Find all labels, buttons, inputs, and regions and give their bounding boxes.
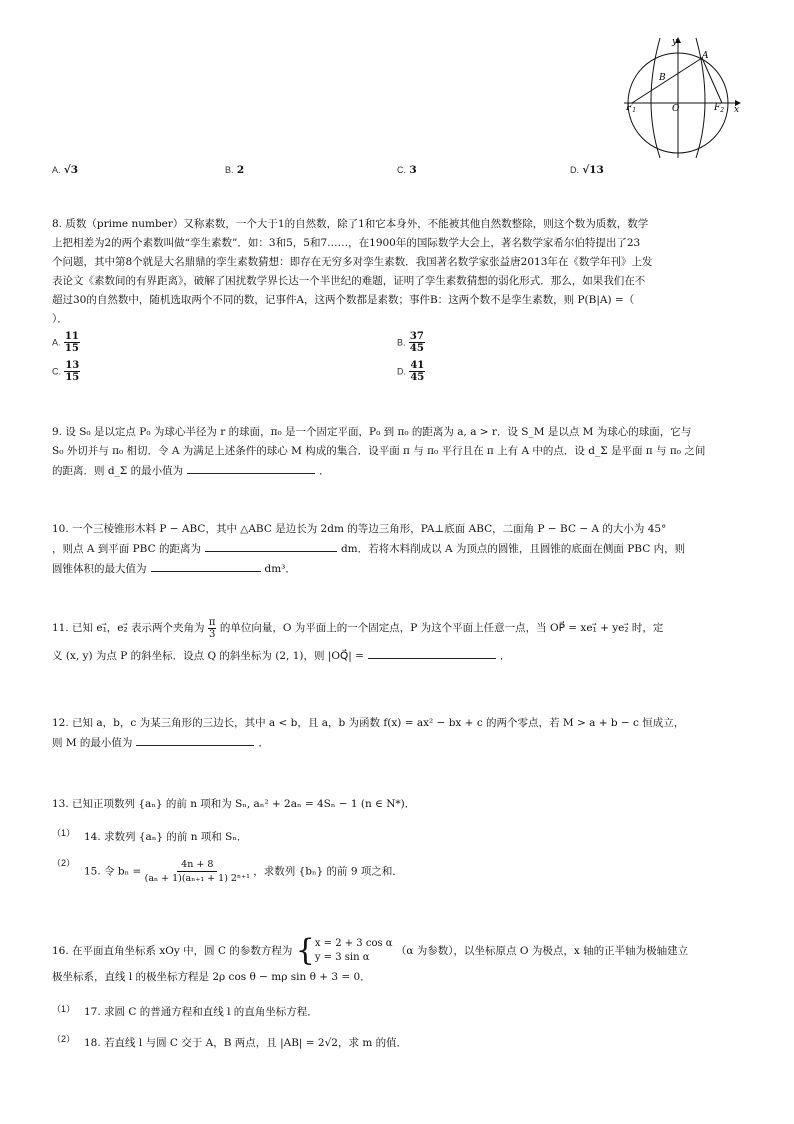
q10-line-2: ，则点 A 到平面 PBC 的距离为 dm．若将木料削成以 A 为顶点的圆锥，且圆锥的底面在侧面 PBC 内，则 bbox=[52, 539, 742, 559]
question-8 bbox=[52, 215, 742, 329]
fraction: $\frac{13}{15}$ bbox=[65, 360, 80, 383]
answer-blank[interactable] bbox=[151, 559, 261, 572]
q8-option-a[interactable]: A. $\frac{11}{15}$ bbox=[52, 331, 79, 354]
q16-sub1-text: 17. 求圆 C 的普通方程和直线 l 的直角坐标方程． bbox=[84, 1006, 318, 1018]
q8-line-4: 表论文《素数间的有界距离》，破解了困扰数学界长达一个半世纪的难题，证明了孪生素数猜想的弱化形式．那么，如果我们在不 bbox=[52, 275, 646, 287]
label-x: x bbox=[734, 105, 740, 115]
q7-option-b[interactable]: B. 2 bbox=[225, 164, 245, 176]
q10-line-3: 圆锥体积的最大值为 dm³． bbox=[52, 559, 742, 579]
question-11 bbox=[52, 614, 742, 670]
answer-blank[interactable] bbox=[205, 539, 337, 552]
q8-line-2: 上把相差为2的两个素数叫做“孪生素数”．如：3和5，5和7……，在1900年的国际数学大会上，著名数学家希尔伯特提出了23 bbox=[52, 237, 641, 249]
answer-blank[interactable] bbox=[136, 733, 254, 746]
segment-f1-a bbox=[632, 58, 702, 103]
q13-sub2-text: 15. 令 bₙ = $\frac{4n + 8}{\text{(aₙ + 1)(aₙ₊₁ + 1) 2ⁿ⁺¹}}$ ，求数列 {bₙ} 的前 9 项之和． bbox=[84, 859, 403, 884]
q8-option-d[interactable]: D. $\frac{41}{45}$ bbox=[397, 360, 425, 383]
question-10 bbox=[52, 520, 742, 579]
q16-sub1-label: （1） bbox=[52, 1004, 76, 1014]
q7-option-a[interactable]: A. √3 bbox=[52, 164, 79, 176]
label-f2: $F_2$ bbox=[714, 103, 725, 114]
q8-line-5: 超过30的自然数中，随机选取两个不同的数，记事件A，这两个数都是素数；事件B：这两个数不是孪生素数，则 P(B|A) =（ bbox=[52, 294, 635, 306]
q12-line-1: 12. 已知 a，b，c 为某三角形的三边长，其中 a < b，且 a，b 为函数 f(x) = ax² − bx + c 的两个零点，若 M > a + b − c 恒成立， bbox=[52, 717, 685, 729]
question-13 bbox=[52, 795, 742, 814]
q7-option-c[interactable]: C. 3 bbox=[397, 164, 417, 176]
q11-line-2: 义 (x, y) 为点 P 的斜坐标．设点 Q 的斜坐标为 (2, 1)，则 |OQ⃗| = ． bbox=[52, 642, 742, 670]
q8-line-6: ）． bbox=[52, 313, 68, 325]
label-a: A bbox=[702, 51, 709, 61]
q9-line-2: S₀ 外切并与 π₀ 相切．令 A 为满足上述条件的球心 M 构成的集合．设平面 π 与 π₀ 平行且在 π 上有 A 中的点．设 d_Σ 是平面 π 与 π₀ 之间 bbox=[52, 445, 706, 457]
q9-line-1: 9. 设 S₀ 是以定点 P₀ 为球心半径为 r 的球面，π₀ 是一个固定平面，P₀ 到 π₀ 的距离为 a, a > r．设 S_M 是以点 M 为球心的球面，它与 bbox=[52, 426, 692, 438]
q16-line-2: 极坐标系，直线 l 的极坐标方程是 2ρ cos θ − mρ sin θ + 3 = 0． bbox=[52, 971, 371, 983]
q13-line-1: 13. 已知正项数列 {aₙ} 的前 n 项和为 Sₙ, aₙ² + 2aₙ = 4Sₙ − 1 (n ∈ N*)． bbox=[52, 798, 416, 810]
label-b: B bbox=[659, 73, 666, 83]
q16-line-1: 16. 在平面直角坐标系 xOy 中，圆 C 的参数方程为 { x = 2 + 3 cos α y = 3 sin α （α 为参数），以坐标原点 O 为极点，x 轴的正半轴为极轴建立 bbox=[52, 933, 689, 968]
q9-line-3: 的距离．则 d_Σ 的最小值为 ． bbox=[52, 461, 742, 481]
q13-sub1-text: 14. 求数列 {aₙ} 的前 n 项和 Sₙ． bbox=[84, 831, 248, 843]
question-9 bbox=[52, 423, 742, 481]
label-f1: $F_1$ bbox=[626, 103, 637, 114]
fraction: $\frac{37}{45}$ bbox=[409, 331, 424, 354]
q16-sub2-label: （2） bbox=[52, 1034, 76, 1044]
q10-line-1: 10. 一个三棱锥形木料 P − ABC，其中 △ABC 是边长为 2dm 的等边三角形，PA⊥底面 ABC，二面角 P − BC − A 的大小为 45° bbox=[52, 523, 667, 535]
q7-option-d[interactable]: D. √13 bbox=[570, 164, 604, 176]
q16-sub2-text: 18. 若直线 l 与圆 C 交于 A，B 两点，且 |AB| = 2√2，求 m 的值． bbox=[84, 1037, 408, 1049]
fraction: $\frac{11}{15}$ bbox=[64, 331, 79, 354]
q13-sub1-label: （1） bbox=[52, 828, 76, 838]
answer-blank[interactable] bbox=[368, 646, 496, 659]
fraction: $\frac{4n + 8}{\text{(aₙ + 1)(aₙ₊₁ + 1) 2ⁿ⁺¹}}$ bbox=[144, 859, 250, 884]
label-y: y bbox=[672, 37, 678, 47]
parametric-equations: { x = 2 + 3 cos α y = 3 sin α bbox=[295, 933, 393, 968]
label-o: O bbox=[672, 104, 680, 114]
q11-line-1: 11. 已知 e₁⃗，e₂⃗ 表示两个夹角为 $\frac{\pi}{3}$ 的单位向量，O 为平面上的一个固定点，P 为这个平面上任意一点，当 OP⃗ = xe₁⃗ + ye₂⃗ 时，定 bbox=[52, 616, 664, 640]
hyperbola-left-branch bbox=[651, 38, 660, 158]
q8-option-b[interactable]: B. $\frac{37}{45}$ bbox=[397, 331, 424, 354]
hyperbola-circle-figure bbox=[622, 34, 744, 162]
question-16 bbox=[52, 933, 742, 988]
q13-sub2-label: （2） bbox=[52, 858, 76, 868]
question-12 bbox=[52, 714, 742, 753]
q12-line-2: 则 M 的最小值为 ． bbox=[52, 733, 742, 753]
q8-line-1: 8. 质数（prime number）又称素数，一个大于1的自然数，除了1和它本身外，不能被其他自然数整除，则这个数为质数，数学 bbox=[52, 218, 649, 230]
q8-line-3: 个问题，其中第8个就是大名鼎鼎的孪生素数猜想：即存在无穷多对孪生素数．我国著名数学家张益唐2013年在《数学年刊》上发 bbox=[52, 256, 653, 268]
fraction: $\frac{\pi}{3}$ bbox=[208, 616, 216, 640]
fraction: $\frac{41}{45}$ bbox=[410, 360, 425, 383]
answer-blank[interactable] bbox=[187, 461, 315, 474]
q8-option-c[interactable]: C. $\frac{13}{15}$ bbox=[52, 360, 80, 383]
